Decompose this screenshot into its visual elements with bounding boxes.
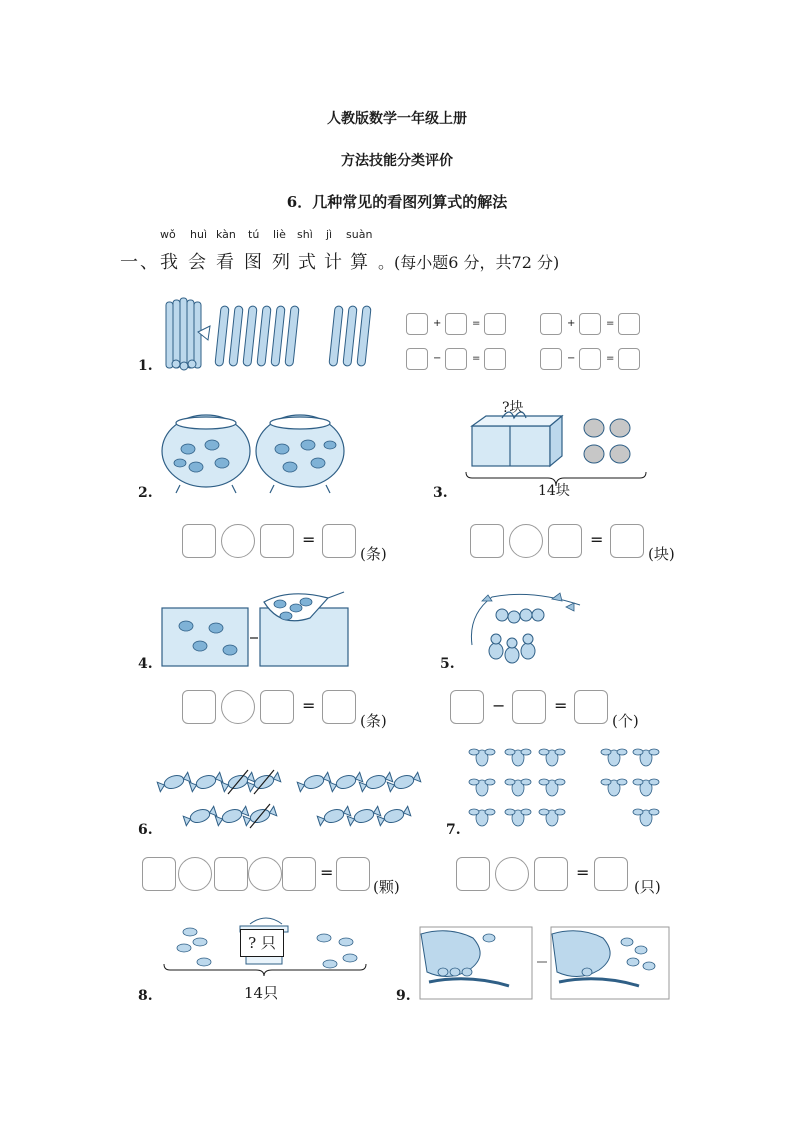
total-label: 14只	[244, 984, 279, 1002]
gift-box-illustration	[462, 412, 652, 487]
unit-label: (条)	[360, 712, 387, 730]
operator-circle[interactable]	[495, 857, 529, 891]
minus-sign: −	[492, 696, 506, 715]
fish-tank-illustration	[160, 588, 360, 670]
problem-5-number: 5.	[440, 656, 455, 672]
operator-circle[interactable]	[509, 524, 543, 558]
bee-icon	[469, 749, 659, 826]
answer-box[interactable]	[574, 690, 608, 724]
answer-box[interactable]	[322, 524, 356, 558]
pinyin-7: jì	[326, 228, 333, 241]
problem-3-number: 3.	[433, 485, 448, 501]
pinyin-6: shì	[297, 228, 313, 241]
equals-sign: =	[554, 696, 568, 715]
pinyin-3: kàn	[216, 228, 236, 241]
problem-8-number: 8.	[138, 988, 153, 1004]
book-title: 人教版数学一年级上册	[327, 111, 467, 127]
problem-1-number: 1.	[138, 358, 153, 374]
pinyin-1: wǒ	[160, 228, 176, 241]
plus-sign: +	[433, 318, 442, 329]
answer-box[interactable]	[548, 524, 582, 558]
unit-label: (块)	[648, 545, 675, 563]
answer-box[interactable]	[579, 348, 601, 370]
pinyin-4: tú	[248, 228, 260, 241]
equals-sign: =	[302, 696, 316, 715]
candy-icon	[157, 771, 421, 826]
char-6: 式	[298, 252, 318, 273]
equals-sign: =	[320, 863, 334, 882]
equals-sign: =	[590, 530, 604, 549]
unit-label: (条)	[360, 545, 387, 563]
section-number: 一、	[120, 252, 160, 273]
answer-box[interactable]	[322, 690, 356, 724]
char-7: 计	[324, 252, 344, 273]
pinyin-5: liè	[273, 228, 286, 241]
answer-box[interactable]	[260, 690, 294, 724]
pinyin-8: suàn	[346, 228, 373, 241]
char-2: 会	[188, 252, 208, 273]
answer-box[interactable]	[142, 857, 176, 891]
plus-sign: +	[567, 318, 576, 329]
equals-sign: =	[472, 353, 481, 364]
operator-circle[interactable]	[221, 524, 255, 558]
answer-box[interactable]	[182, 524, 216, 558]
chocolate-icon	[584, 419, 630, 463]
bees-illustration	[468, 744, 668, 834]
answer-box[interactable]	[450, 690, 484, 724]
answer-box[interactable]	[579, 313, 601, 335]
char-4: 图	[244, 252, 264, 273]
operator-circle[interactable]	[248, 857, 282, 891]
unit-label: (颗)	[373, 878, 400, 896]
answer-box[interactable]	[445, 313, 467, 335]
char-5: 列	[272, 252, 292, 273]
problem-6-number: 6.	[138, 822, 153, 838]
answer-box[interactable]	[484, 313, 506, 335]
sticks-illustration	[160, 296, 390, 376]
answer-box[interactable]	[534, 857, 568, 891]
answer-box[interactable]	[182, 690, 216, 724]
problem-7-number: 7.	[446, 822, 461, 838]
answer-box[interactable]	[540, 348, 562, 370]
answer-box[interactable]	[512, 690, 546, 724]
char-3: 看	[216, 252, 236, 273]
answer-box[interactable]	[336, 857, 370, 891]
answer-box[interactable]	[456, 857, 490, 891]
operator-circle[interactable]	[221, 690, 255, 724]
minus-sign: −	[567, 353, 576, 364]
answer-box[interactable]	[282, 857, 316, 891]
pinyin-2: huì	[190, 228, 207, 241]
equals-sign: =	[576, 863, 590, 882]
answer-box[interactable]	[406, 313, 428, 335]
answer-box[interactable]	[618, 313, 640, 335]
single-sticks	[215, 306, 371, 367]
answer-box[interactable]	[406, 348, 428, 370]
char-1: 我	[160, 252, 180, 273]
question-label: ?块	[502, 400, 524, 416]
answer-box[interactable]	[470, 524, 504, 558]
operator-circle[interactable]	[178, 857, 212, 891]
cage-question-sign: ? 只	[240, 929, 284, 957]
problem-9-number: 9.	[396, 988, 411, 1004]
answer-box[interactable]	[594, 857, 628, 891]
answer-box[interactable]	[214, 857, 248, 891]
section-title: 方法技能分类评价	[341, 153, 453, 169]
problem-2-number: 2.	[138, 485, 153, 501]
minus-sign: −	[433, 353, 442, 364]
problem-4-number: 4.	[138, 656, 153, 672]
answer-box[interactable]	[540, 313, 562, 335]
answer-box[interactable]	[610, 524, 644, 558]
gourd-vine-illustration	[462, 585, 592, 667]
section-note: 。(每小题6 分，共72 分)	[378, 253, 560, 272]
equals-sign: =	[606, 318, 615, 329]
char-8: 算	[350, 252, 370, 273]
section-heading	[160, 228, 390, 278]
answer-box[interactable]	[618, 348, 640, 370]
candy-illustration	[160, 764, 420, 834]
answer-box[interactable]	[260, 524, 294, 558]
unit-label: (只)	[634, 878, 661, 896]
unit-label: (个)	[612, 712, 639, 730]
answer-box[interactable]	[484, 348, 506, 370]
equals-sign: =	[302, 530, 316, 549]
lesson-title: 6．几种常见的看图列算式的解法	[286, 193, 508, 211]
answer-box[interactable]	[445, 348, 467, 370]
equals-sign: =	[472, 318, 481, 329]
tree-birds-illustration	[419, 926, 671, 1000]
fishbowls-illustration	[160, 415, 350, 495]
stick-bundle	[166, 298, 210, 370]
equals-sign: =	[606, 353, 615, 364]
total-label: 14块	[538, 483, 570, 499]
